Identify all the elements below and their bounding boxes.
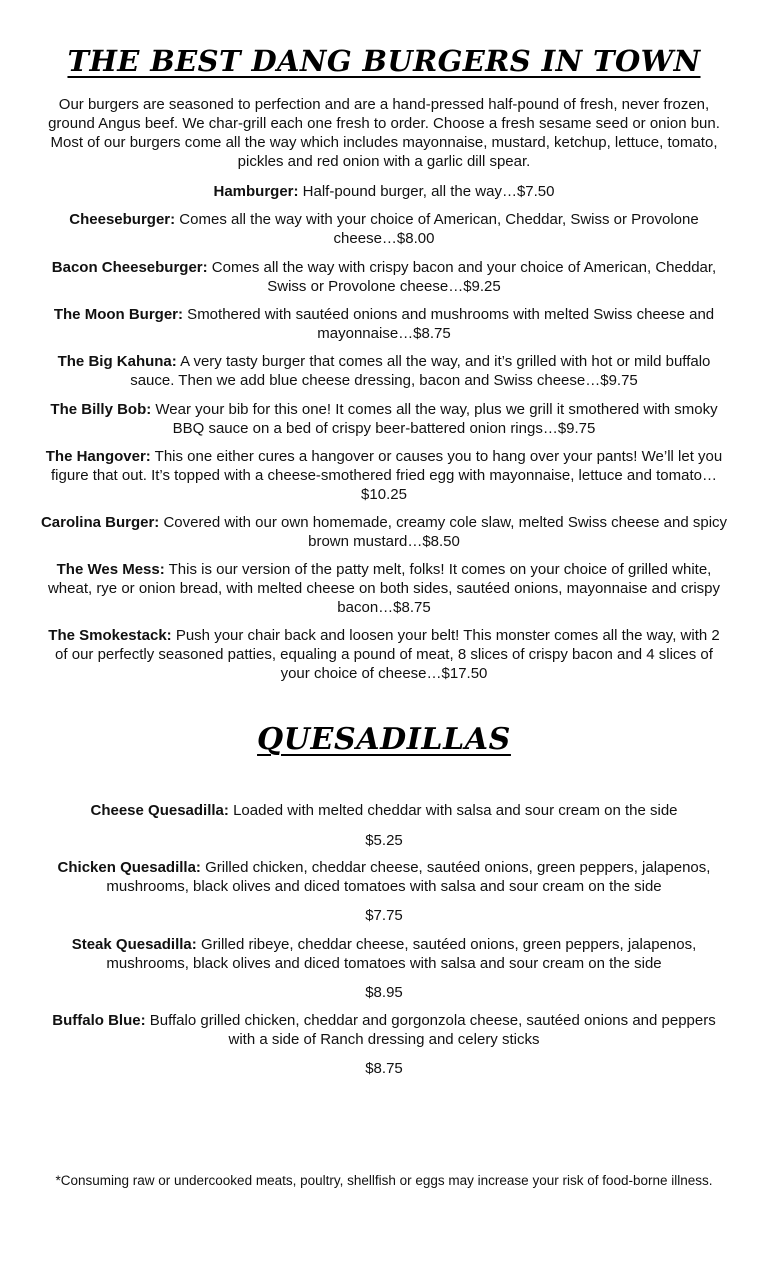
item-price: $8.95 — [365, 984, 403, 1001]
item-name: The Big Kahuna: — [57, 353, 177, 370]
item-description: Grilled ribeye, cheddar cheese, sautéed onions, green peppers, jalapenos, mushrooms, black olives and diced tomatoes with salsa and sour cream on the side — [106, 936, 697, 972]
item-description: Comes all the way with your choice of American, Cheddar, Swiss or Provolone cheese…$8.00 — [175, 211, 699, 247]
item-description: Buffalo grilled chicken, cheddar and gorgonzola cheese, sautéed onions and peppers with a side of Ranch dressing and celery sticks — [145, 1012, 716, 1048]
menu-item-cheeseburger — [40, 210, 728, 248]
item-description: Loaded with melted cheddar with salsa and sour cream on the side — [228, 802, 678, 819]
item-description: Wear your bib for this one! It comes all the way, plus we grill it smothered with smoky BBQ sauce on a bed of crispy beer-battered onion rings…$9.75 — [151, 401, 718, 437]
item-name: Cheese Quesadilla: — [90, 802, 229, 819]
item-name: Chicken Quesadilla: — [57, 859, 201, 876]
item-name: Bacon Cheeseburger: — [51, 259, 208, 276]
menu-item-hangover — [40, 447, 728, 504]
food-safety-footnote: *Consuming raw or undercooked meats, poultry, shellfish or eggs may increase your risk of food-borne illness. — [55, 1173, 713, 1188]
menu-item-big-kahuna — [40, 352, 728, 390]
menu-item-moon-burger — [40, 305, 728, 343]
item-name: The Hangover: — [45, 448, 151, 465]
menu-item-buffalo-blue — [40, 1011, 728, 1049]
item-description: Grilled chicken, cheddar cheese, sautéed onions, green peppers, jalapenos, mushrooms, black olives and diced tomatoes with salsa and sour cream on the side — [106, 859, 711, 895]
menu-item-chicken-quesadilla — [40, 858, 728, 896]
item-description: This is our version of the patty melt, folks! It comes on your choice of grilled white, wheat, rye or onion bread, with melted cheese on both sides, sautéed onions, mayonnaise and crispy bacon…$8.75 — [47, 561, 721, 616]
item-name: Steak Quesadilla: — [71, 936, 197, 953]
menu-item-bacon-cheeseburger — [40, 258, 728, 296]
quesadillas-heading: QUESADILLAS — [257, 722, 511, 757]
item-name: The Smokestack: — [48, 627, 172, 644]
menu-item-billy-bob — [40, 400, 728, 438]
item-description: Covered with our own homemade, creamy cole slaw, melted Swiss cheese and spicy brown mustard…$8.50 — [159, 514, 728, 550]
item-name: Buffalo Blue: — [52, 1012, 146, 1029]
item-name: The Moon Burger: — [53, 306, 184, 323]
item-name: Hamburger: — [213, 183, 299, 200]
item-price: $5.25 — [365, 832, 403, 849]
item-description: Half-pound burger, all the way…$7.50 — [298, 183, 555, 200]
menu-item-hamburger — [40, 182, 728, 201]
item-name: Cheeseburger: — [69, 211, 176, 228]
item-price: $8.75 — [365, 1060, 403, 1077]
menu-item-wes-mess — [40, 560, 728, 617]
item-description: Push your chair back and loosen your belt! This monster comes all the way, with 2 of our perfectly seasoned patties, equaling a pound of meat, 8 slices of crispy bacon and 4 slices of your choice of cheese…$17.50 — [55, 627, 720, 682]
menu-item-smokestack — [40, 626, 728, 683]
item-description: Smothered with sautéed onions and mushrooms with melted Swiss cheese and mayonnaise…$8.75 — [183, 306, 715, 342]
burgers-intro: Our burgers are seasoned to perfection and are a hand-pressed half-pound of fresh, never frozen, ground Angus beef. We char-grill each one fresh to order. Choose a fresh sesame seed or onion bun. Most of our burgers come all the way which includes mayonnaise, mustard, ketchup, lettuce, tomato, pickles and red onion with a garlic dill spear. — [48, 96, 720, 170]
item-description: Comes all the way with crispy bacon and your choice of American, Cheddar, Swiss or Provolone cheese…$9.25 — [207, 259, 717, 295]
burgers-heading: THE BEST DANG BURGERS IN TOWN — [67, 44, 701, 78]
item-name: Carolina Burger: — [40, 514, 160, 531]
item-name: The Billy Bob: — [50, 401, 152, 418]
menu-item-steak-quesadilla — [40, 935, 728, 973]
item-description: A very tasty burger that comes all the way, and it’s grilled with hot or mild buffalo sauce. Then we add blue cheese dressing, bacon and Swiss cheese…$9.75 — [130, 353, 711, 389]
item-price: $7.75 — [365, 907, 403, 924]
menu-item-carolina-burger — [40, 513, 728, 551]
item-name: The Wes Mess: — [56, 561, 165, 578]
item-description: This one either cures a hangover or causes you to hang over your pants! We’ll let you figure that out. It’s topped with a cheese-smothered fried egg with mayonnaise, lettuce and tomato…$10.25 — [51, 448, 723, 503]
menu-item-cheese-quesadilla — [40, 801, 728, 820]
